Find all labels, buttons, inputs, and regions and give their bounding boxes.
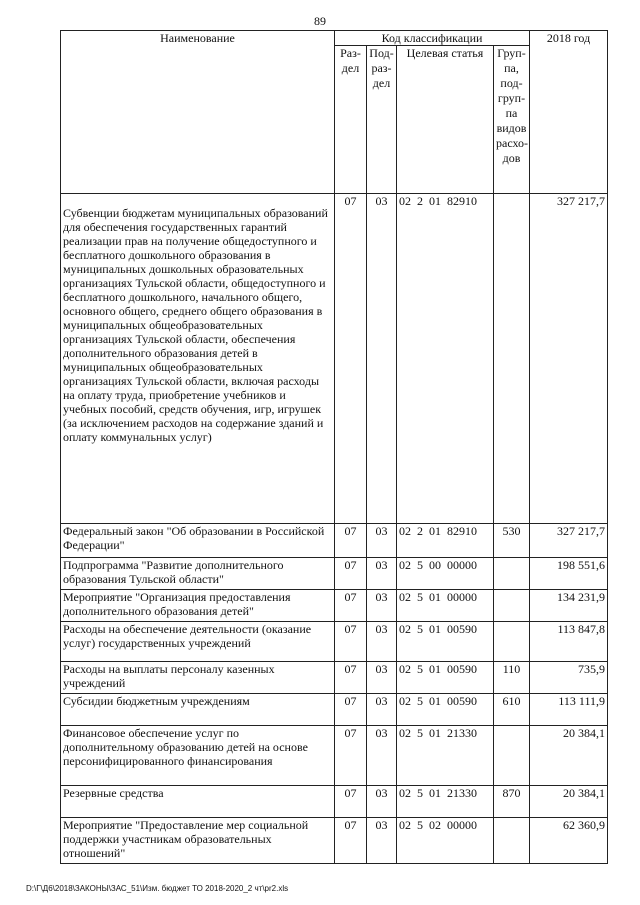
row-subsection: 03 <box>367 818 397 864</box>
table-row <box>61 558 608 590</box>
row-subsection: 03 <box>367 694 397 726</box>
header-row <box>61 31 608 46</box>
table-row <box>61 726 608 786</box>
row-target-code: 02 5 01 00590 <box>397 694 494 726</box>
row-amount: 62 360,9 <box>530 818 608 864</box>
row-section: 07 <box>335 726 367 786</box>
row-expense-group <box>494 558 530 590</box>
row-expense-group: 610 <box>494 694 530 726</box>
row-name: Мероприятие "Организация предоставления дополнительного образования детей" <box>61 590 335 622</box>
row-amount: 20 384,1 <box>530 726 608 786</box>
row-expense-group <box>494 726 530 786</box>
row-target-code: 02 5 01 21330 <box>397 786 494 818</box>
row-subsection: 03 <box>367 524 397 558</box>
row-target-code: 02 2 01 82910 <box>397 524 494 558</box>
row-name: Расходы на обеспечение деятельности (оказание услуг) государственных учреждений <box>61 622 335 662</box>
row-subsection: 03 <box>367 590 397 622</box>
table-row <box>61 786 608 818</box>
row-amount: 735,9 <box>530 662 608 694</box>
header-subsection: Под- раз- дел <box>367 46 397 194</box>
row-section: 07 <box>335 524 367 558</box>
row-amount: 134 231,9 <box>530 590 608 622</box>
table-row <box>61 524 608 558</box>
row-subsection: 03 <box>367 786 397 818</box>
row-name: Субвенции бюджетам муниципальных образований для обеспечения государственных гарантий реализации прав на получение общедоступного и бесплатного дошкольного образования в муниципальных дошкольных образовательных организациях Тульской области, общедоступного и бесплатного дошкольного, начального общего, основного общего, среднего общего образования в муниципальных общеобразовательных организациях Тульской области, обеспечения дополнительного образования детей в муниципальных общеобразовательных организациях Тульской области, включая расходы на оплату труда, приобретение учебников и учебных пособий, средств обучения, игр, игрушек (за исключением расходов на содержание зданий и оплату коммунальных услуг) <box>61 194 335 524</box>
row-name: Финансовое обеспечение услуг по дополнительному образованию детей на основе персонифицированного финансирования <box>61 726 335 786</box>
row-amount: 198 551,6 <box>530 558 608 590</box>
table-row <box>61 590 608 622</box>
row-section: 07 <box>335 694 367 726</box>
row-name: Резервные средства <box>61 786 335 818</box>
table-row <box>61 694 608 726</box>
row-expense-group <box>494 622 530 662</box>
row-amount: 327 217,7 <box>530 194 608 524</box>
row-expense-group <box>494 194 530 524</box>
row-section: 07 <box>335 622 367 662</box>
row-subsection: 03 <box>367 558 397 590</box>
header-group: Груп- па, под- груп- па видов расхо- дов <box>494 46 530 194</box>
row-target-code: 02 5 01 00590 <box>397 662 494 694</box>
row-target-code: 02 5 01 00000 <box>397 590 494 622</box>
budget-table <box>60 30 608 864</box>
row-amount: 327 217,7 <box>530 524 608 558</box>
row-section: 07 <box>335 194 367 524</box>
row-section: 07 <box>335 590 367 622</box>
row-subsection: 03 <box>367 726 397 786</box>
row-subsection: 03 <box>367 194 397 524</box>
row-subsection: 03 <box>367 622 397 662</box>
row-target-code: 02 5 01 21330 <box>397 726 494 786</box>
row-name: Мероприятие "Предоставление мер социальной поддержки участникам образовательных отношений" <box>61 818 335 864</box>
row-name: Подпрограмма "Развитие дополнительного образования Тульской области" <box>61 558 335 590</box>
row-amount: 113 111,9 <box>530 694 608 726</box>
row-target-code: 02 5 02 00000 <box>397 818 494 864</box>
table-row <box>61 662 608 694</box>
header-section: Раз- дел <box>335 46 367 194</box>
header-classification: Код классификации <box>335 31 530 46</box>
table-row <box>61 194 608 524</box>
row-expense-group: 110 <box>494 662 530 694</box>
row-target-code: 02 5 01 00590 <box>397 622 494 662</box>
table-row <box>61 818 608 864</box>
row-name: Федеральный закон "Об образовании в Российской Федерации" <box>61 524 335 558</box>
row-name: Расходы на выплаты персоналу казенных учреждений <box>61 662 335 694</box>
row-target-code: 02 2 01 82910 <box>397 194 494 524</box>
row-section: 07 <box>335 786 367 818</box>
file-path-footer: D:\Г\Д6\2018\ЗАКОНЫ\ЗАС_51\Изм. бюджет ТО 2018-2020_2 чт\pr2.xls <box>26 884 289 893</box>
table-row <box>61 622 608 662</box>
page-number: 89 <box>314 14 326 28</box>
row-expense-group <box>494 818 530 864</box>
header-target: Целевая статья <box>397 46 494 194</box>
row-expense-group: 530 <box>494 524 530 558</box>
row-expense-group: 870 <box>494 786 530 818</box>
row-target-code: 02 5 00 00000 <box>397 558 494 590</box>
table-body <box>61 194 608 864</box>
row-section: 07 <box>335 818 367 864</box>
row-name: Субсидии бюджетным учреждениям <box>61 694 335 726</box>
row-subsection: 03 <box>367 662 397 694</box>
header-year: 2018 год <box>530 31 608 194</box>
row-amount: 20 384,1 <box>530 786 608 818</box>
row-amount: 113 847,8 <box>530 622 608 662</box>
row-section: 07 <box>335 662 367 694</box>
row-section: 07 <box>335 558 367 590</box>
header-name: Наименование <box>61 31 335 194</box>
row-expense-group <box>494 590 530 622</box>
